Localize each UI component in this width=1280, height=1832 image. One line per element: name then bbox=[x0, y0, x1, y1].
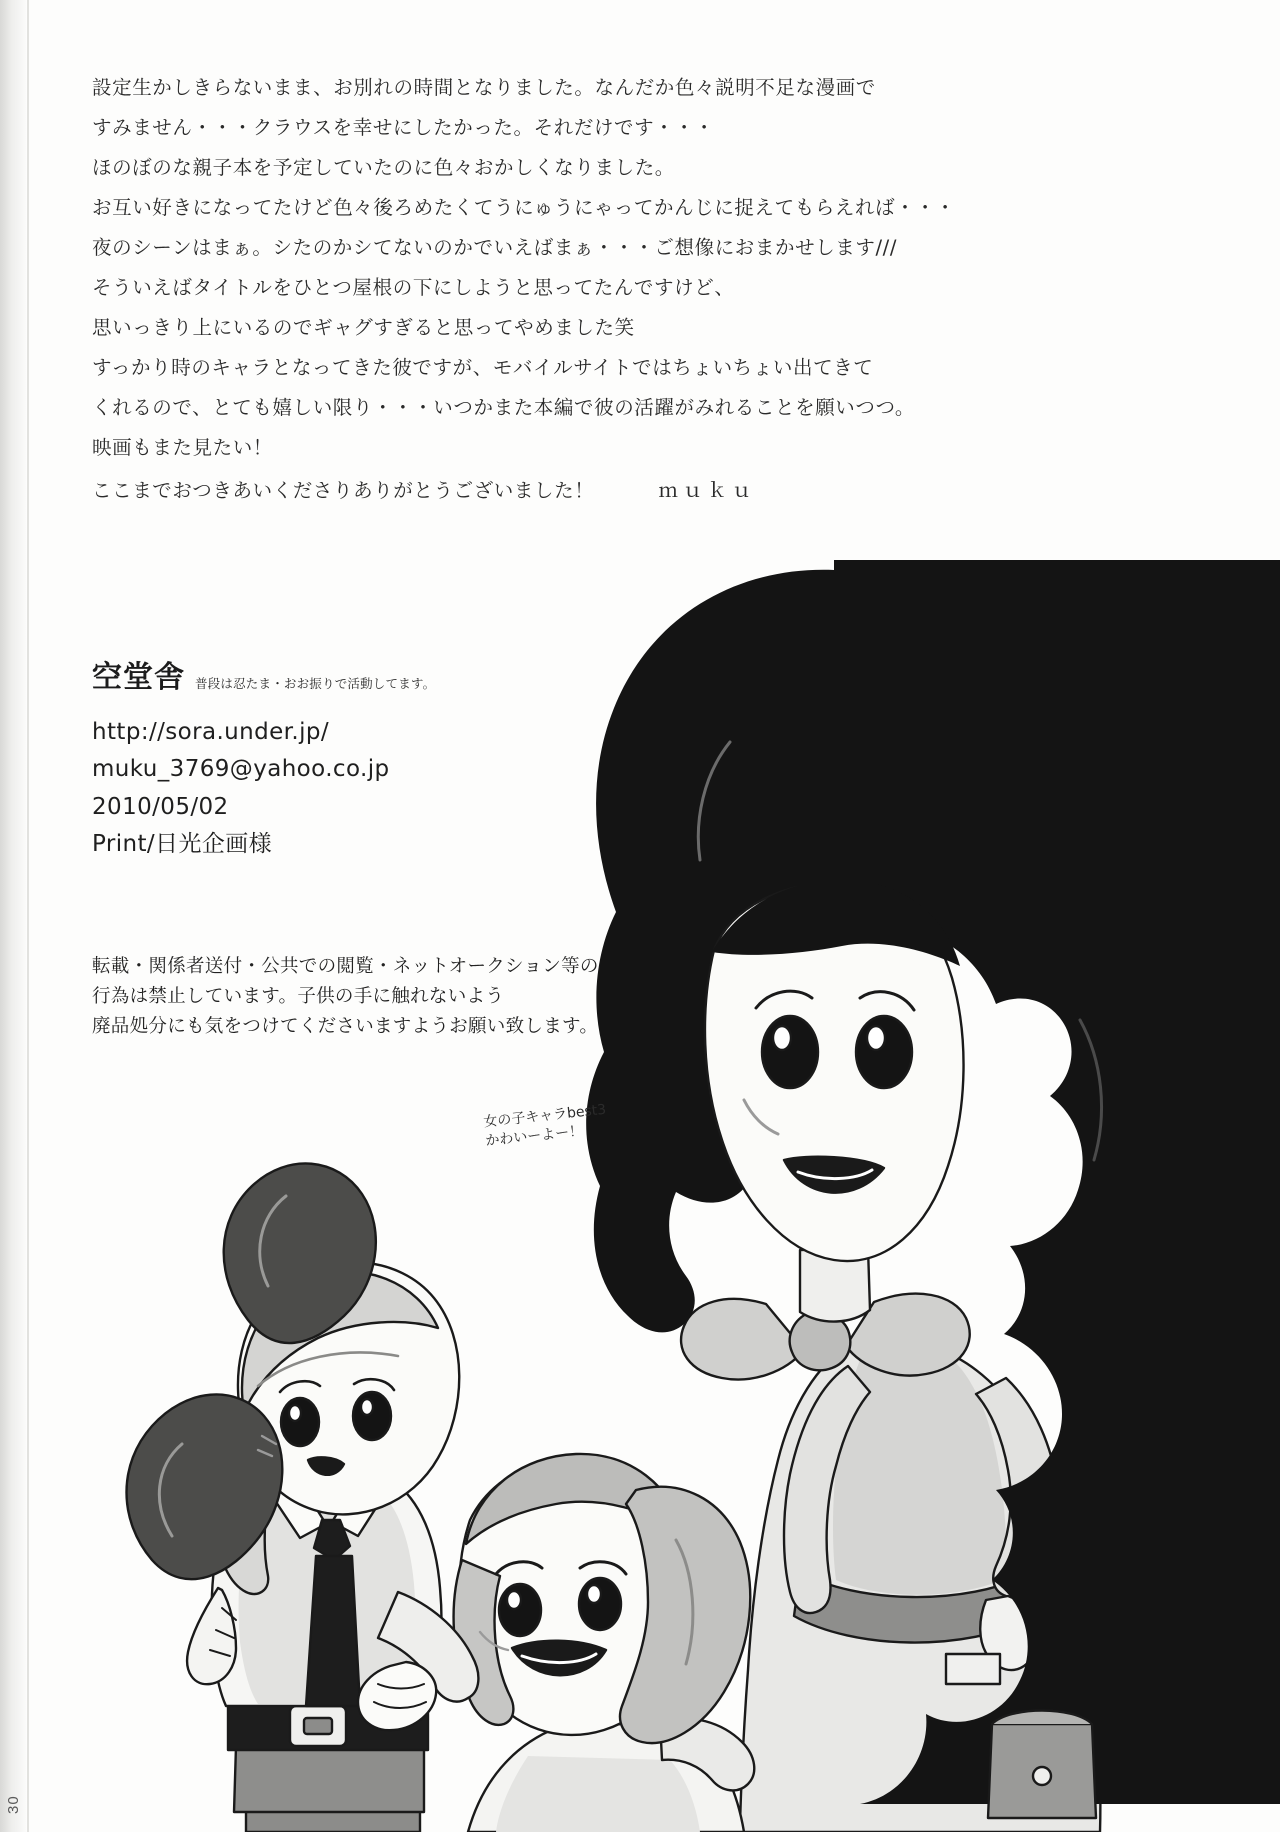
handwritten-caption-line: 女の子キャラbest3 bbox=[482, 1101, 607, 1131]
afterword-line: 夜のシーンはまぁ。シたのかシてないのかでいえばまぁ・・・ご想像におまかせします/// bbox=[92, 235, 898, 259]
afterword-line: 思いっきり上にいるのでギャグすぎると思ってやめました笑 bbox=[92, 315, 635, 339]
circle-name: 空堂舎 bbox=[92, 660, 185, 695]
afterword-line: お互い好きになってたけど色々後ろめたくてうにゅうにゃってかんじに捉えてもらえれば・・・ bbox=[92, 195, 956, 219]
notice-line: 廃品処分にも気をつけてくださいますようお願い致します。 bbox=[92, 1015, 599, 1037]
afterword-line: すっかり時のキャラとなってきた彼ですが、モバイルサイトではちょいちょい出てきて bbox=[92, 355, 874, 379]
author-signature: ｍｕｋｕ bbox=[658, 478, 757, 502]
afterword-line: 設定生かしきらないまま、お別れの時間となりました。なんだか色々説明不足な漫画で bbox=[92, 76, 876, 99]
afterword-line: 映画もまた見たい！ bbox=[92, 435, 273, 459]
printer-credit: Print/日光企画様 bbox=[92, 830, 273, 857]
illustration bbox=[0, 560, 1280, 1832]
illustration-artwork bbox=[0, 560, 1280, 1832]
publication-date: 2010/05/02 bbox=[92, 793, 229, 820]
afterword-line: すみません・・・クラウスを幸せにしたかった。それだけです・・・ bbox=[92, 115, 715, 139]
page-number: 30 bbox=[5, 1795, 22, 1814]
afterword-line: そういえばタイトルをひとつ屋根の下にしようと思ってたんですけど、 bbox=[92, 275, 735, 299]
circle-email: muku_3769@yahoo.co.jp bbox=[92, 756, 390, 783]
notice-line: 転載・関係者送付・公共での閲覧・ネットオークション等の bbox=[92, 956, 599, 977]
afterword-line: くれるので、とても嬉しい限り・・・いつかまた本編で彼の活躍がみれることを願いつつ。 bbox=[92, 395, 915, 419]
notice-line: 行為は禁止しています。子供の手に触れないよう bbox=[92, 985, 505, 1007]
afterword-closing-line bbox=[92, 479, 1112, 504]
afterword-text-block bbox=[92, 76, 1112, 518]
afterword-line: ほのぼのな親子本を予定していたのに色々おかしくなりました。 bbox=[92, 155, 675, 179]
handwritten-caption-line: かわいーよー！ bbox=[484, 1123, 584, 1150]
circle-note: 普段は忍たま・おお振りで活動してます。 bbox=[195, 676, 436, 691]
afterword-line: ここまでおつきあいくださりありがとうございました！ bbox=[92, 478, 595, 502]
circle-url: http://sora.under.jp/ bbox=[92, 719, 330, 745]
